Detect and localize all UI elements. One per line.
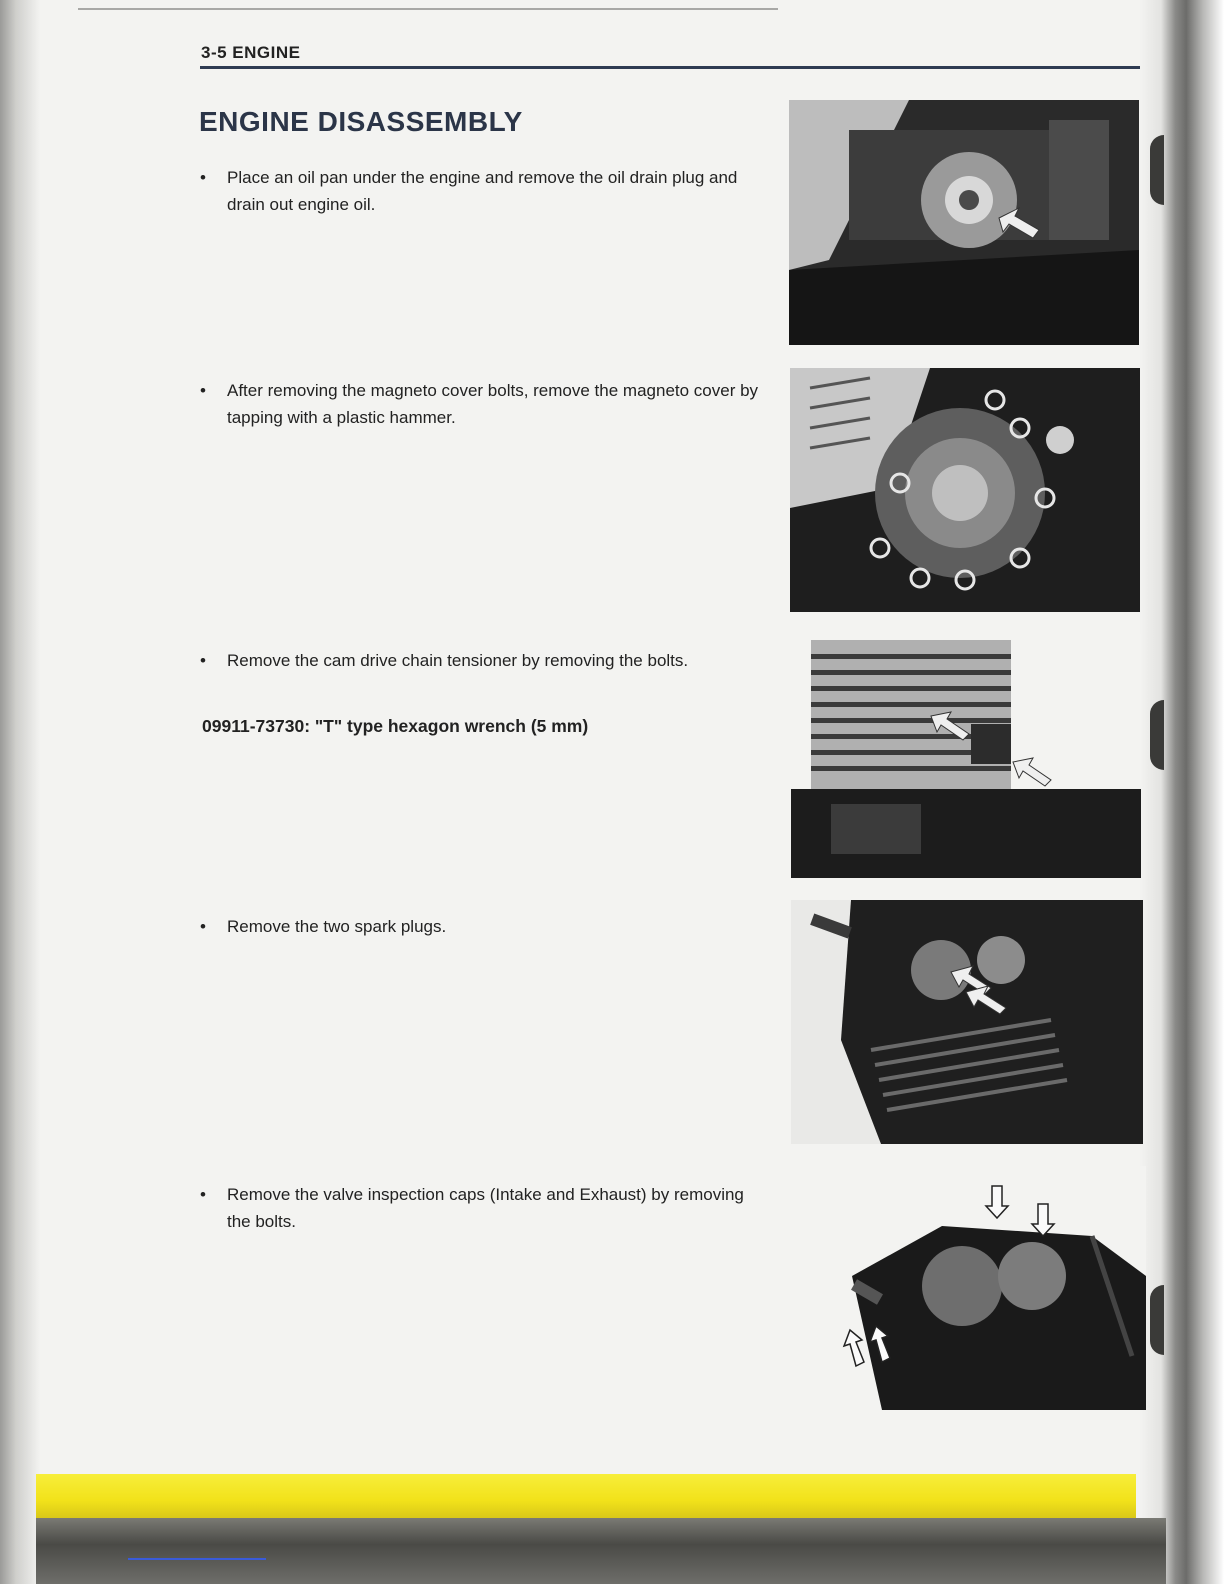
top-rule [78, 8, 778, 10]
spark-plugs-photo-icon [791, 900, 1143, 1144]
bullet: • [200, 1185, 206, 1204]
dark-page-base [36, 1518, 1166, 1584]
step-text: After removing the magneto cover bolts, remove the magneto cover by tapping with a plastic hammer. [227, 381, 759, 427]
cam-chain-tensioner-photo-icon [791, 634, 1141, 878]
page-title: ENGINE DISASSEMBLY [199, 106, 523, 137]
step-text: Remove the two spark plugs. [227, 917, 447, 936]
magneto-cover-photo-icon [790, 368, 1140, 612]
header-rule [200, 66, 1140, 69]
bullet: • [200, 381, 206, 400]
page-left-edge [0, 0, 40, 1584]
step-cam-chain-tensioner [200, 647, 760, 674]
step-oil-drain [200, 164, 760, 218]
bullet: • [200, 651, 206, 670]
valve-inspection-caps-photo-icon [792, 1166, 1146, 1410]
bullet: • [200, 917, 206, 936]
step-text: Remove the valve inspection caps (Intake and Exhaust) by removing the bolts. [227, 1185, 744, 1231]
step-text: Place an oil pan under the engine and remove the oil drain plug and drain out engine oil. [227, 168, 738, 214]
oil-drain-plug-photo-icon [789, 100, 1139, 345]
index-tab [1150, 1285, 1164, 1355]
blue-underline [128, 1558, 266, 1560]
index-tab [1150, 700, 1164, 770]
step-magneto-cover [200, 377, 760, 431]
index-tab [1150, 135, 1164, 205]
step-valve-caps [200, 1181, 760, 1235]
special-tool-note: 09911-73730: "T" type hexagon wrench (5 mm) [202, 716, 589, 736]
section-header: 3-5 ENGINE [201, 43, 301, 62]
step-text: Remove the cam drive chain tensioner by removing the bolts. [227, 651, 689, 670]
step-spark-plugs [200, 913, 760, 940]
bullet: • [200, 168, 206, 187]
yellow-highlight-band [36, 1474, 1136, 1518]
